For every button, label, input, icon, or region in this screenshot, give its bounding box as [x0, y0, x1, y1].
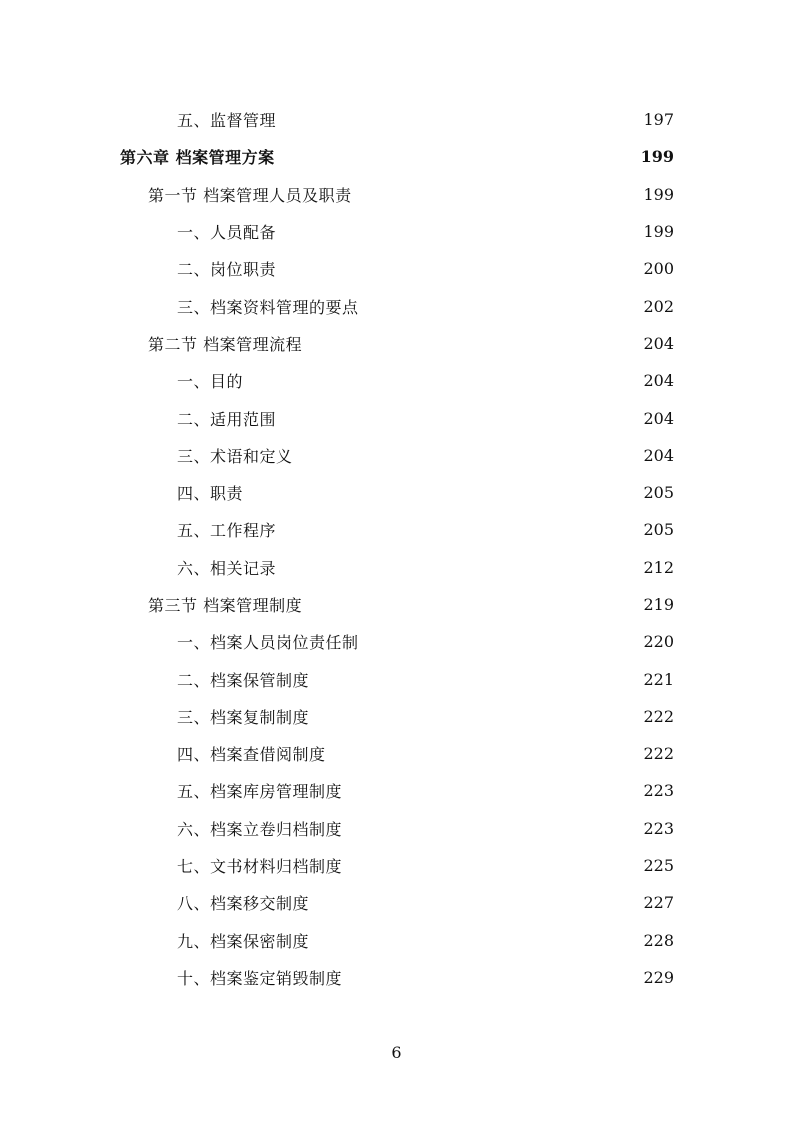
toc-entry-page: 205	[643, 483, 674, 503]
toc-dot-leader	[346, 858, 637, 874]
page-number: 6	[391, 1043, 402, 1062]
toc-subsection-entry[interactable]	[0, 474, 793, 511]
toc-entry-title: 第二节 档案管理流程	[148, 334, 303, 354]
toc-entry-title: 第三节 档案管理制度	[148, 596, 303, 615]
toc-entry-title: 二、档案保管制度	[177, 670, 310, 690]
toc-entry-title: 十、档案鉴定销毁制度	[177, 968, 343, 988]
toc-subsection-entry[interactable]	[0, 250, 793, 287]
toc-subsection-entry[interactable]	[0, 698, 793, 735]
toc-subsection-entry[interactable]	[0, 772, 793, 809]
toc-entry-title: 九、档案保密制度	[177, 931, 310, 951]
toc-entry-page: 199	[643, 184, 674, 204]
toc-entry-page: 199	[640, 147, 674, 167]
toc-dot-leader	[306, 597, 637, 613]
toc-entry-page: 222	[643, 706, 674, 726]
toc-dot-leader	[346, 969, 637, 985]
toc-dot-leader	[363, 634, 638, 650]
toc-subsection-entry[interactable]	[0, 884, 793, 921]
toc-dot-leader	[313, 895, 637, 911]
toc-entry-title: 八、档案移交制度	[177, 894, 310, 914]
toc-entry-title: 四、档案查借阅制度	[177, 745, 326, 765]
toc-subsection-entry[interactable]	[0, 735, 793, 772]
toc-entry-title: 第六章 档案管理方案	[120, 148, 275, 168]
toc-entry-title: 三、术语和定义	[177, 446, 293, 466]
toc-subsection-entry[interactable]	[0, 362, 793, 399]
toc-dot-leader	[330, 746, 638, 762]
toc-dot-leader	[313, 671, 637, 687]
toc-entry-page: 204	[643, 408, 674, 428]
toc-entry-page: 212	[643, 557, 674, 577]
toc-entry-title: 三、档案资料管理的要点	[177, 297, 359, 317]
toc-dot-leader	[280, 112, 637, 128]
toc-dot-leader	[297, 447, 638, 463]
toc-subsection-entry[interactable]	[0, 810, 793, 847]
toc-section-entry[interactable]	[0, 586, 793, 623]
toc-entry-title: 五、档案库房管理制度	[177, 782, 343, 802]
toc-subsection-entry[interactable]	[0, 399, 793, 436]
toc-dot-leader	[306, 335, 637, 351]
toc-dot-leader	[280, 522, 637, 538]
toc-dot-leader	[313, 708, 637, 724]
toc-entry-page: 227	[643, 893, 674, 913]
toc-dot-leader	[356, 186, 638, 202]
toc-entry-title: 一、目的	[177, 372, 244, 392]
toc-entry-page: 221	[643, 669, 674, 689]
toc-subsection-entry[interactable]	[0, 922, 793, 959]
toc-entry-title: 五、监督管理	[177, 111, 277, 131]
toc-entry-page: 197	[643, 110, 674, 130]
toc-entry-page: 204	[643, 333, 674, 353]
toc-dot-leader	[346, 820, 637, 836]
toc-entry-page: 228	[643, 930, 674, 950]
toc-entry-page: 205	[643, 520, 674, 540]
toc-subsection-entry[interactable]	[0, 511, 793, 548]
toc-entry-title: 一、档案人员岗位责任制	[177, 633, 359, 653]
toc-section-entry[interactable]	[0, 325, 793, 362]
toc-dot-leader	[279, 149, 635, 165]
toc-chapter-entry[interactable]	[0, 138, 793, 175]
toc-dot-leader	[247, 373, 637, 389]
toc-entry-page: 200	[643, 259, 674, 279]
toc-entry-page: 225	[643, 856, 674, 876]
toc-entry-page: 222	[643, 744, 674, 764]
toc-subsection-entry[interactable]	[0, 101, 793, 138]
toc-dot-leader	[280, 559, 637, 575]
toc-section-entry[interactable]	[0, 176, 793, 213]
toc-subsection-entry[interactable]	[0, 549, 793, 586]
toc-dot-leader	[280, 410, 637, 426]
toc-dot-leader	[363, 298, 638, 314]
toc-entry-page: 204	[643, 371, 674, 391]
toc-dot-leader	[346, 783, 637, 799]
toc-entry-title: 一、人员配备	[177, 223, 277, 243]
toc-dot-leader	[313, 932, 637, 948]
toc-dot-leader	[280, 224, 637, 240]
toc-entry-page: 229	[643, 967, 674, 987]
toc-entry-page: 204	[643, 445, 674, 465]
toc-subsection-entry[interactable]	[0, 847, 793, 884]
toc-dot-leader	[247, 485, 637, 501]
toc-subsection-entry[interactable]	[0, 959, 793, 996]
toc-entry-title: 二、岗位职责	[177, 260, 277, 280]
toc-entry-title: 第一节 档案管理人员及职责	[148, 185, 352, 205]
toc-entry-title: 四、职责	[177, 484, 244, 504]
table-of-contents	[0, 101, 793, 996]
toc-entry-page: 220	[643, 632, 674, 652]
toc-entry-page: 199	[643, 222, 674, 242]
toc-subsection-entry[interactable]	[0, 437, 793, 474]
toc-entry-title: 六、相关记录	[177, 558, 277, 578]
toc-entry-page: 219	[643, 595, 674, 614]
toc-entry-title: 七、文书材料归档制度	[177, 857, 343, 877]
toc-entry-page: 223	[643, 818, 674, 838]
toc-entry-title: 三、档案复制制度	[177, 707, 310, 727]
toc-entry-title: 二、适用范围	[177, 409, 277, 429]
toc-subsection-entry[interactable]	[0, 213, 793, 250]
toc-subsection-entry[interactable]	[0, 660, 793, 697]
toc-dot-leader	[280, 261, 637, 277]
toc-subsection-entry[interactable]	[0, 287, 793, 324]
toc-entry-title: 六、档案立卷归档制度	[177, 819, 343, 839]
toc-entry-page: 223	[643, 781, 674, 801]
toc-subsection-entry[interactable]	[0, 623, 793, 660]
toc-entry-title: 五、工作程序	[177, 521, 277, 541]
toc-entry-page: 202	[643, 296, 674, 316]
